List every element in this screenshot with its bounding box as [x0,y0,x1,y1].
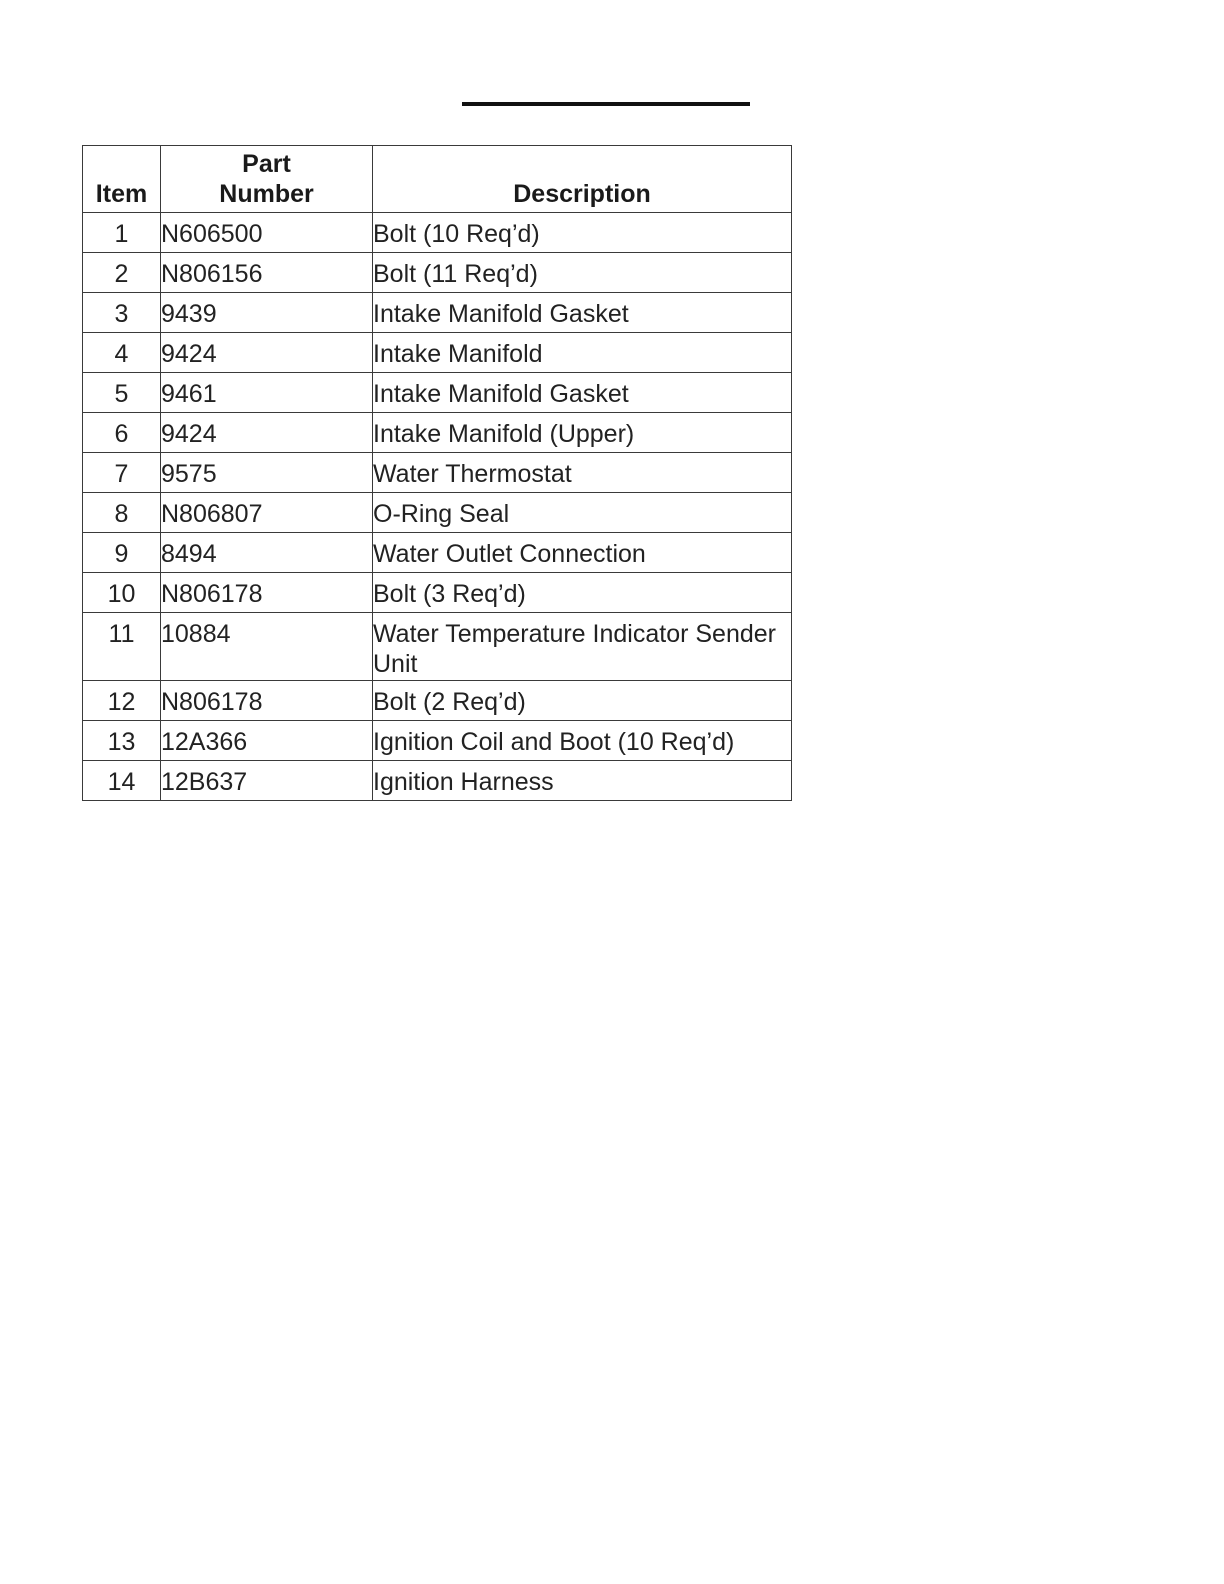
cell-description: Bolt (10 Req’d) [373,213,792,253]
cell-part-number: 9424 [161,333,373,373]
cell-item: 14 [83,761,161,801]
cell-description: Intake Manifold Gasket [373,293,792,333]
cell-description: Ignition Coil and Boot (10 Req’d) [373,721,792,761]
cell-part-number: 9424 [161,413,373,453]
cell-part-number: 12B637 [161,761,373,801]
cell-part-number: 8494 [161,533,373,573]
table-row [83,721,792,761]
header-part-line1: Part [242,150,291,178]
cell-item: 8 [83,493,161,533]
cell-item: 10 [83,573,161,613]
cell-item: 11 [83,613,161,681]
cell-part-number: N806178 [161,681,373,721]
cell-description: Intake Manifold Gasket [373,373,792,413]
cell-description: Bolt (3 Req’d) [373,573,792,613]
cell-description: Water Temperature Indicator Sender Unit [373,613,792,681]
cell-part-number: 9461 [161,373,373,413]
header-part-number [161,146,373,213]
cell-part-number: N806156 [161,253,373,293]
table-header-row [83,146,792,213]
table-row [83,453,792,493]
header-description: Description [373,146,792,213]
cell-part-number: 10884 [161,613,373,681]
cell-part-number: N806807 [161,493,373,533]
cell-item: 9 [83,533,161,573]
table-row [83,573,792,613]
cell-description: Intake Manifold [373,333,792,373]
cell-item: 6 [83,413,161,453]
cell-description: Ignition Harness [373,761,792,801]
table-row [83,681,792,721]
cell-description: Intake Manifold (Upper) [373,413,792,453]
table-row [83,493,792,533]
table-row [83,413,792,453]
table-row [83,253,792,293]
cell-item: 13 [83,721,161,761]
cell-description: O-Ring Seal [373,493,792,533]
cell-part-number: N806178 [161,573,373,613]
header-item: Item [83,146,161,213]
cell-description: Water Thermostat [373,453,792,493]
cell-part-number: 12A366 [161,721,373,761]
cell-part-number: 9439 [161,293,373,333]
table-row [83,333,792,373]
table-row [83,293,792,333]
table-row [83,213,792,253]
cell-item: 5 [83,373,161,413]
cell-item: 12 [83,681,161,721]
parts-table [82,145,792,801]
table-row [83,533,792,573]
cell-part-number: 9575 [161,453,373,493]
cell-item: 4 [83,333,161,373]
cell-item: 7 [83,453,161,493]
cell-item: 3 [83,293,161,333]
table-row [83,761,792,801]
header-part-line2: Number [219,180,314,208]
cell-description: Bolt (11 Req’d) [373,253,792,293]
cell-item: 2 [83,253,161,293]
table-row [83,373,792,413]
cell-description: Bolt (2 Req’d) [373,681,792,721]
cell-description: Water Outlet Connection [373,533,792,573]
cell-part-number: N606500 [161,213,373,253]
cell-item: 1 [83,213,161,253]
title-underline [462,102,750,106]
table-row [83,613,792,681]
